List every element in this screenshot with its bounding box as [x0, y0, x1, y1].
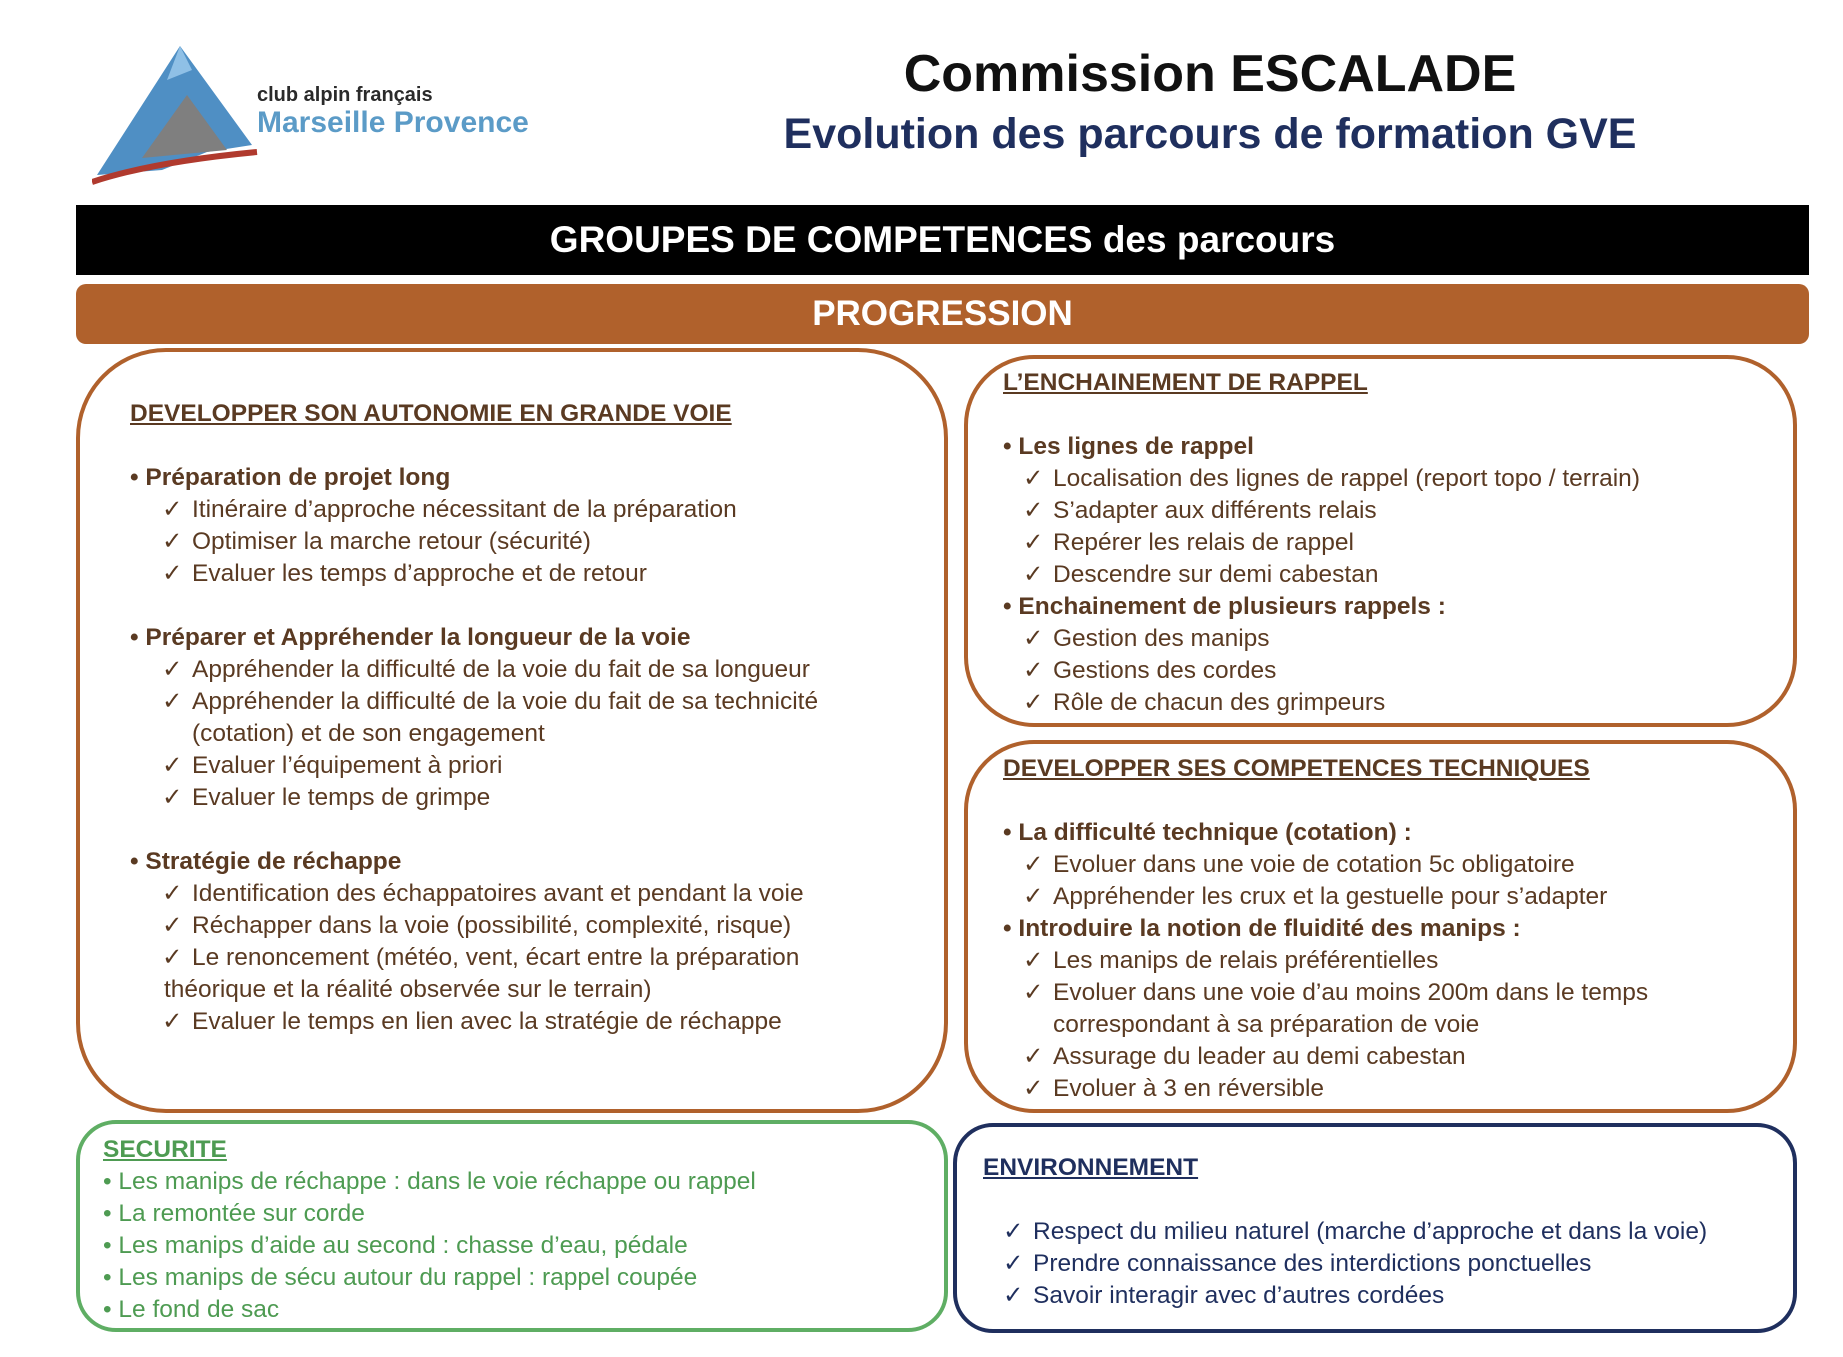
check-icon: ✓	[162, 656, 183, 683]
check-item: ✓ Evoluer dans une voie de cotation 5c obligatoire	[1003, 849, 1648, 881]
check-icon: ✓	[1023, 979, 1044, 1006]
check-icon: ✓	[1023, 1075, 1044, 1102]
environnement-content	[983, 1152, 1707, 1312]
check-icon: ✓	[162, 1008, 183, 1035]
autonomie-group-title: • Préparation de projet long	[130, 462, 818, 494]
check-icon: ✓	[1023, 625, 1044, 652]
autonomie-group-title: • Préparer et Appréhender la longueur de la voie	[130, 622, 818, 654]
check-item: ✓ Repérer les relais de rappel	[1003, 527, 1640, 559]
check-item: ✓ Gestions des cordes	[1003, 655, 1640, 687]
check-item: ✓ Le renoncement (météo, vent, écart entre la préparation	[130, 942, 818, 974]
mountain-logo-icon	[92, 40, 262, 190]
securite-item: • Les manips de réchappe : dans le voie réchappe ou rappel	[103, 1166, 756, 1198]
check-item: ✓ Optimiser la marche retour (sécurité)	[130, 526, 818, 558]
logo-city-name: Marseille Provence	[257, 106, 529, 139]
check-icon: ✓	[162, 944, 183, 971]
check-icon: ✓	[162, 880, 183, 907]
rappel-heading: L’ENCHAINEMENT DE RAPPEL	[1003, 369, 1368, 396]
securite-content	[103, 1134, 756, 1326]
check-item: ✓ Appréhender les crux et la gestuelle pour s’adapter	[1003, 881, 1648, 913]
securite-item: • Les manips de sécu autour du rappel : rappel coupée	[103, 1262, 756, 1294]
check-icon: ✓	[162, 528, 183, 555]
check-item: ✓ Réchapper dans la voie (possibilité, complexité, risque)	[130, 910, 818, 942]
check-icon: ✓	[162, 752, 183, 779]
check-item: ✓ Identification des échappatoires avant et pendant la voie	[130, 878, 818, 910]
check-item: ✓ Savoir interagir avec d’autres cordées	[983, 1280, 1707, 1312]
check-item: ✓ Evaluer les temps d’approche et de retour	[130, 558, 818, 590]
check-item: ✓ Rôle de chacun des grimpeurs	[1003, 687, 1640, 719]
check-item-continuation: théorique et la réalité observée sur le terrain)	[164, 976, 652, 1003]
check-item: ✓ Appréhender la difficulté de la voie du fait de sa longueur	[130, 654, 818, 686]
check-icon: ✓	[1023, 883, 1044, 910]
progression-banner: PROGRESSION	[76, 284, 1809, 344]
check-item: ✓ Appréhender la difficulté de la voie du fait de sa technicité	[130, 686, 818, 718]
check-item: ✓ Localisation des lignes de rappel (report topo / terrain)	[1003, 463, 1640, 495]
check-item-continuation: (cotation) et de son engagement	[192, 720, 545, 747]
check-icon: ✓	[1003, 1282, 1024, 1309]
check-item: ✓ Les manips de relais préférentielles	[1003, 945, 1648, 977]
check-item: ✓ S’adapter aux différents relais	[1003, 495, 1640, 527]
check-icon: ✓	[1023, 465, 1044, 492]
environnement-heading: ENVIRONNEMENT	[983, 1154, 1199, 1181]
techniques-content	[1003, 753, 1648, 1105]
securite-item: • Les manips d’aide au second : chasse d’eau, pédale	[103, 1230, 756, 1262]
check-item: ✓ Itinéraire d’approche nécessitant de la préparation	[130, 494, 818, 526]
techniques-group-title: • Introduire la notion de fluidité des manips :	[1003, 913, 1648, 945]
autonomie-content	[130, 398, 818, 1038]
logo-club-name: club alpin français	[257, 84, 433, 106]
check-icon: ✓	[162, 496, 183, 523]
check-icon: ✓	[1023, 689, 1044, 716]
rappel-group-title: • Enchainement de plusieurs rappels :	[1003, 591, 1640, 623]
check-item: ✓ Evaluer l’équipement à priori	[130, 750, 818, 782]
check-icon: ✓	[1023, 947, 1044, 974]
check-icon: ✓	[1023, 851, 1044, 878]
check-icon: ✓	[1023, 529, 1044, 556]
check-item: ✓ Evoluer dans une voie d’au moins 200m dans le temps	[1003, 977, 1648, 1009]
securite-heading: SECURITE	[103, 1136, 227, 1163]
check-icon: ✓	[1023, 497, 1044, 524]
check-item: ✓ Descendre sur demi cabestan	[1003, 559, 1640, 591]
check-icon: ✓	[1003, 1250, 1024, 1277]
check-icon: ✓	[162, 560, 183, 587]
club-logo	[92, 40, 532, 190]
check-item: ✓ Gestion des manips	[1003, 623, 1640, 655]
autonomie-group-title: • Stratégie de réchappe	[130, 846, 818, 878]
rappel-content	[1003, 367, 1640, 719]
check-item: ✓ Evoluer à 3 en réversible	[1003, 1073, 1648, 1105]
techniques-group-title: • La difficulté technique (cotation) :	[1003, 817, 1648, 849]
check-icon: ✓	[1023, 657, 1044, 684]
check-icon: ✓	[1023, 561, 1044, 588]
securite-item: • La remontée sur corde	[103, 1198, 756, 1230]
techniques-heading: DEVELOPPER SES COMPETENCES TECHNIQUES	[1003, 755, 1590, 782]
check-icon: ✓	[1023, 1043, 1044, 1070]
check-icon: ✓	[162, 912, 183, 939]
check-item: ✓ Evaluer le temps en lien avec la stratégie de réchappe	[130, 1006, 818, 1038]
check-item: ✓ Respect du milieu naturel (marche d’approche et dans la voie)	[983, 1216, 1707, 1248]
check-icon: ✓	[162, 688, 183, 715]
page-subtitle: Evolution des parcours de formation GVE	[783, 110, 1637, 158]
check-item: ✓ Prendre connaissance des interdictions ponctuelles	[983, 1248, 1707, 1280]
rappel-group-title: • Les lignes de rappel	[1003, 431, 1640, 463]
check-item: ✓ Assurage du leader au demi cabestan	[1003, 1041, 1648, 1073]
autonomie-heading: DEVELOPPER SON AUTONOMIE EN GRANDE VOIE	[130, 400, 732, 427]
securite-item: • Le fond de sac	[103, 1294, 756, 1326]
check-icon: ✓	[1003, 1218, 1024, 1245]
check-item-continuation: correspondant à sa préparation de voie	[1053, 1011, 1480, 1038]
page-title: Commission ESCALADE	[903, 45, 1517, 103]
competences-banner: GROUPES DE COMPETENCES des parcours	[76, 205, 1809, 275]
check-item: ✓ Evaluer le temps de grimpe	[130, 782, 818, 814]
check-icon: ✓	[162, 784, 183, 811]
